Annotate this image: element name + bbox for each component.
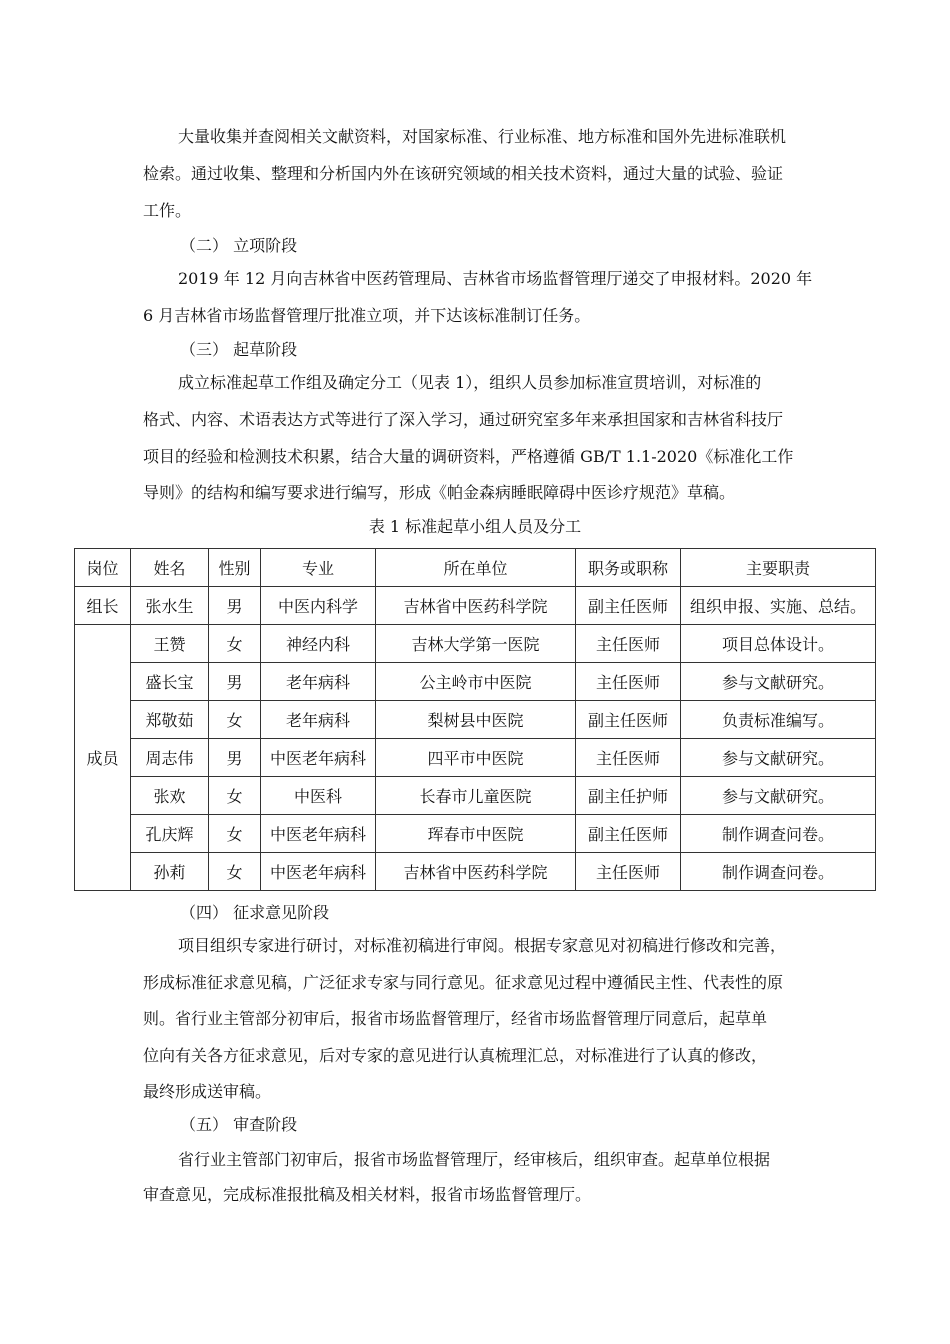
table-cell: 制作调查问卷。 (681, 815, 876, 853)
table-cell: 组织申报、实施、总结。 (681, 587, 876, 625)
table-row (75, 815, 876, 853)
paragraph-line: 格式、内容、术语表达方式等进行了深入学习，通过研究室多年来承担国家和吉林省科技厅 (143, 410, 784, 429)
header-cell: 姓名 (131, 549, 209, 587)
table-cell: 珲春市中医院 (376, 815, 576, 853)
paragraph-line: 6 月吉林省市场监督管理厅批准立项，并下达该标准制订任务。 (143, 306, 591, 325)
paragraph-line: 成立标准起草工作组及确定分工（见表 1），组织人员参加标准宣贯培训，对标准的 (178, 373, 762, 392)
table-cell: 王赞 (131, 625, 209, 663)
role-cell: 成员 (75, 625, 131, 891)
header-cell: 所在单位 (376, 549, 576, 587)
table-cell: 吉林省中医药科学院 (376, 853, 576, 891)
table-row (75, 701, 876, 739)
table-header-row (75, 549, 876, 587)
table-cell: 女 (209, 853, 261, 891)
table-cell: 参与文献研究。 (681, 739, 876, 777)
paragraph-line: 项目组织专家进行研讨，对标准初稿进行审阅。根据专家意见对初稿进行修改和完善， (178, 936, 787, 955)
table-cell: 女 (209, 701, 261, 739)
table-cell: 副主任医师 (576, 815, 681, 853)
table-row (75, 625, 876, 663)
table-caption: 表 1 标准起草小组人员及分工 (368, 517, 582, 536)
paragraph-line: 导则》的结构和编写要求进行编写，形成《帕金森病睡眠障碍中医诊疗规范》草稿。 (143, 483, 736, 502)
table-row (75, 663, 876, 701)
table-cell: 副主任医师 (576, 701, 681, 739)
table-row (75, 739, 876, 777)
table-cell: 主任医师 (576, 739, 681, 777)
paragraph-line: 工作。 (143, 201, 192, 220)
table-cell: 男 (209, 739, 261, 777)
paragraph-line: 位向有关各方征求意见，后对专家的意见进行认真梳理汇总，对标准进行了认真的修改， (143, 1046, 768, 1065)
table-cell: 老年病科 (261, 663, 376, 701)
paragraph-line: 大量收集并查阅相关文献资料，对国家标准、行业标准、地方标准和国外先进标准联机 (178, 127, 787, 146)
header-cell: 性别 (209, 549, 261, 587)
table-cell: 副主任医师 (576, 587, 681, 625)
header-cell: 主要职责 (681, 549, 876, 587)
table-cell: 制作调查问卷。 (681, 853, 876, 891)
staff-table (74, 548, 876, 891)
table-cell: 女 (209, 625, 261, 663)
table-cell: 男 (209, 663, 261, 701)
table-row (75, 853, 876, 891)
table-cell: 主任医师 (576, 625, 681, 663)
table-cell: 中医老年病科 (261, 815, 376, 853)
section-heading: （三） 起草阶段 (180, 340, 298, 359)
table-cell: 中医老年病科 (261, 853, 376, 891)
section-heading: （二） 立项阶段 (180, 236, 298, 255)
header-cell: 专业 (261, 549, 376, 587)
paragraph-line: 形成标准征求意见稿，广泛征求专家与同行意见。征求意见过程中遵循民主性、代表性的原 (143, 973, 784, 992)
table-cell: 负责标准编写。 (681, 701, 876, 739)
table-cell: 主任医师 (576, 853, 681, 891)
table-cell: 女 (209, 777, 261, 815)
table-cell: 孔庆辉 (131, 815, 209, 853)
table-cell: 女 (209, 815, 261, 853)
header-cell: 职务或职称 (576, 549, 681, 587)
table-cell: 张水生 (131, 587, 209, 625)
paragraph-line: 检索。通过收集、整理和分析国内外在该研究领域的相关技术资料，通过大量的试验、验证 (143, 164, 784, 183)
section-heading: （五） 审查阶段 (180, 1115, 298, 1134)
table-cell: 神经内科 (261, 625, 376, 663)
table-cell: 中医老年病科 (261, 739, 376, 777)
section-heading: （四） 征求意见阶段 (180, 903, 330, 922)
table-cell: 公主岭市中医院 (376, 663, 576, 701)
table-cell: 参与文献研究。 (681, 777, 876, 815)
table-cell: 梨树县中医院 (376, 701, 576, 739)
paragraph-line: 则。省行业主管部分初审后，报省市场监督管理厅，经省市场监督管理厅同意后，起草单 (143, 1009, 768, 1028)
header-cell: 岗位 (75, 549, 131, 587)
paragraph-line: 审查意见，完成标准报批稿及相关材料，报省市场监督管理厅。 (143, 1185, 592, 1204)
paragraph-line: 项目的经验和检测技术积累，结合大量的调研资料，严格遵循 GB/T 1.1-2020《标准化工作 (143, 447, 794, 466)
table-cell: 参与文献研究。 (681, 663, 876, 701)
table-row (75, 587, 876, 625)
table-cell: 老年病科 (261, 701, 376, 739)
table-cell: 吉林大学第一医院 (376, 625, 576, 663)
table-cell: 长春市儿童医院 (376, 777, 576, 815)
table-cell: 男 (209, 587, 261, 625)
table-cell: 四平市中医院 (376, 739, 576, 777)
paragraph-line: 最终形成送审稿。 (143, 1082, 272, 1101)
table-cell: 盛长宝 (131, 663, 209, 701)
table-cell: 张欢 (131, 777, 209, 815)
table-row (75, 777, 876, 815)
table-cell: 副主任护师 (576, 777, 681, 815)
paragraph-line: 省行业主管部门初审后，报省市场监督管理厅，经审核后，组织审查。起草单位根据 (178, 1150, 771, 1169)
table-cell: 郑敬茹 (131, 701, 209, 739)
table-cell: 孙莉 (131, 853, 209, 891)
table-cell: 项目总体设计。 (681, 625, 876, 663)
table-cell: 吉林省中医药科学院 (376, 587, 576, 625)
table-cell: 中医科 (261, 777, 376, 815)
role-cell: 组长 (75, 587, 131, 625)
table-cell: 主任医师 (576, 663, 681, 701)
table-cell: 中医内科学 (261, 587, 376, 625)
table-cell: 周志伟 (131, 739, 209, 777)
paragraph-line: 2019 年 12 月向吉林省中医药管理局、吉林省市场监督管理厅递交了申报材料。2020 年 (178, 269, 813, 288)
